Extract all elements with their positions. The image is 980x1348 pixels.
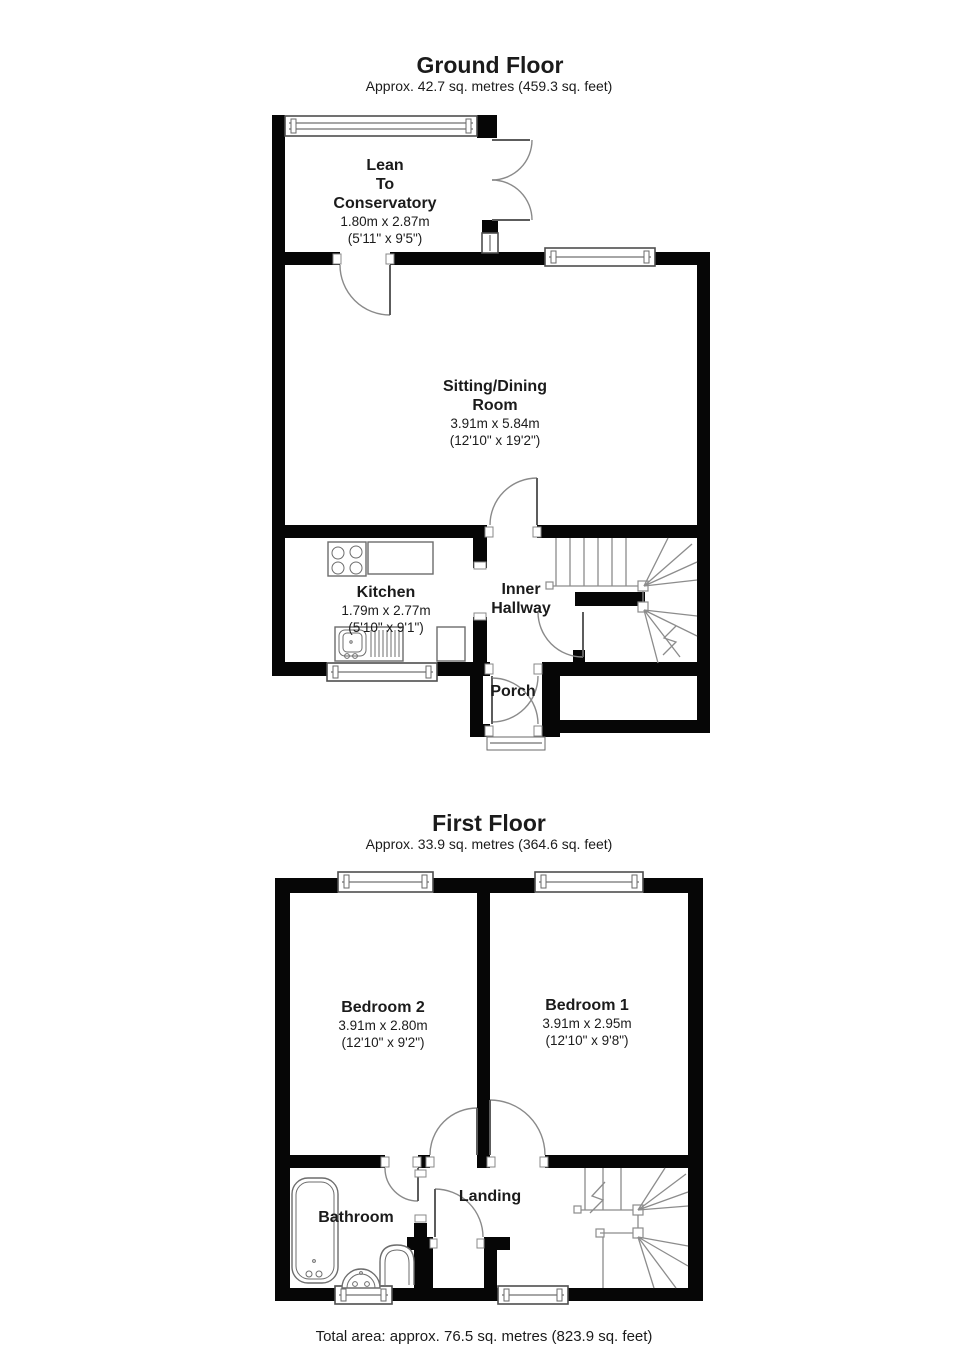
room-label-hallway-2: Hallway (491, 600, 551, 617)
room-label-bedroom1: Bedroom 1 (545, 997, 629, 1014)
room-dims-bedroom2-imperial: (12'10" x 9'2") (341, 1035, 425, 1050)
conservatory-side-window (482, 233, 498, 253)
bedroom2-door (430, 1108, 477, 1155)
room-label-sitting-1: Sitting/Dining (443, 378, 547, 395)
room-label-bedroom2: Bedroom 2 (341, 999, 425, 1016)
conservatory-door (340, 265, 390, 315)
bathroom-fixtures (292, 1178, 414, 1288)
sitting-room-door (490, 478, 537, 525)
room-dims-bedroom2-metric: 3.91m x 2.80m (338, 1018, 428, 1033)
room-label-porch: Porch (490, 683, 536, 700)
room-dims-bedroom1-metric: 3.91m x 2.95m (542, 1016, 632, 1031)
bedroom1-window (535, 872, 643, 892)
room-label-landing: Landing (458, 1188, 522, 1205)
room-dims-sitting-metric: 3.91m x 5.84m (450, 416, 540, 431)
room-label-bathroom: Bathroom (318, 1209, 394, 1226)
room-label-sitting-2: Room (472, 397, 518, 414)
room-dims-kitchen-metric: 1.79m x 2.77m (341, 603, 431, 618)
ground-floor-title: Ground Floor (416, 52, 564, 78)
conservatory-french-doors (492, 140, 532, 220)
landing-window (498, 1286, 568, 1304)
basin-icon (342, 1269, 380, 1288)
bedroom2-window (338, 872, 433, 892)
first-floor-plan (275, 810, 703, 1304)
total-area-text: Total area: approx. 76.5 sq. metres (823.9 sq. feet) (315, 1328, 653, 1345)
room-dims-bedroom1-imperial: (12'10" x 9'8") (545, 1033, 629, 1048)
room-label-conservatory-1: Lean (366, 157, 404, 174)
conservatory-window (285, 116, 477, 136)
first-floor-title: First Floor (432, 810, 546, 836)
ground-floor-plan (272, 52, 710, 750)
front-door-step (487, 737, 545, 750)
room-dims-kitchen-imperial: (5'10" x 9'1") (348, 620, 424, 635)
stair-break-mark (663, 626, 676, 655)
kitchen-window (327, 663, 437, 681)
room-label-conservatory-2: To (375, 176, 395, 193)
first-floor-doors (381, 1100, 548, 1248)
room-label-conservatory-3: Conservatory (333, 195, 437, 212)
ground-floor-subtitle: Approx. 42.7 sq. metres (459.3 sq. feet) (365, 78, 613, 94)
bathtub-icon (292, 1178, 338, 1283)
stove-icon (328, 542, 366, 576)
room-dims-conservatory-imperial: (5'11" x 9'5") (347, 231, 423, 246)
kitchen-counter (368, 542, 433, 574)
first-floor-subtitle: Approx. 33.9 sq. metres (364.6 sq. feet) (365, 836, 613, 852)
room-label-kitchen: Kitchen (356, 584, 416, 601)
bathroom-door (385, 1168, 418, 1201)
room-label-hallway-1: Inner (501, 581, 541, 598)
kitchen-fixtures (328, 542, 465, 661)
toilet-icon (380, 1245, 414, 1285)
bedroom1-door (490, 1100, 545, 1155)
sitting-room-window (545, 248, 655, 266)
room-dims-sitting-imperial: (12'10" x 19'2") (449, 433, 541, 448)
kitchen-counter-2 (437, 627, 465, 661)
room-dims-conservatory-metric: 1.80m x 2.87m (340, 214, 430, 229)
first-floor-stairs (574, 1168, 688, 1288)
